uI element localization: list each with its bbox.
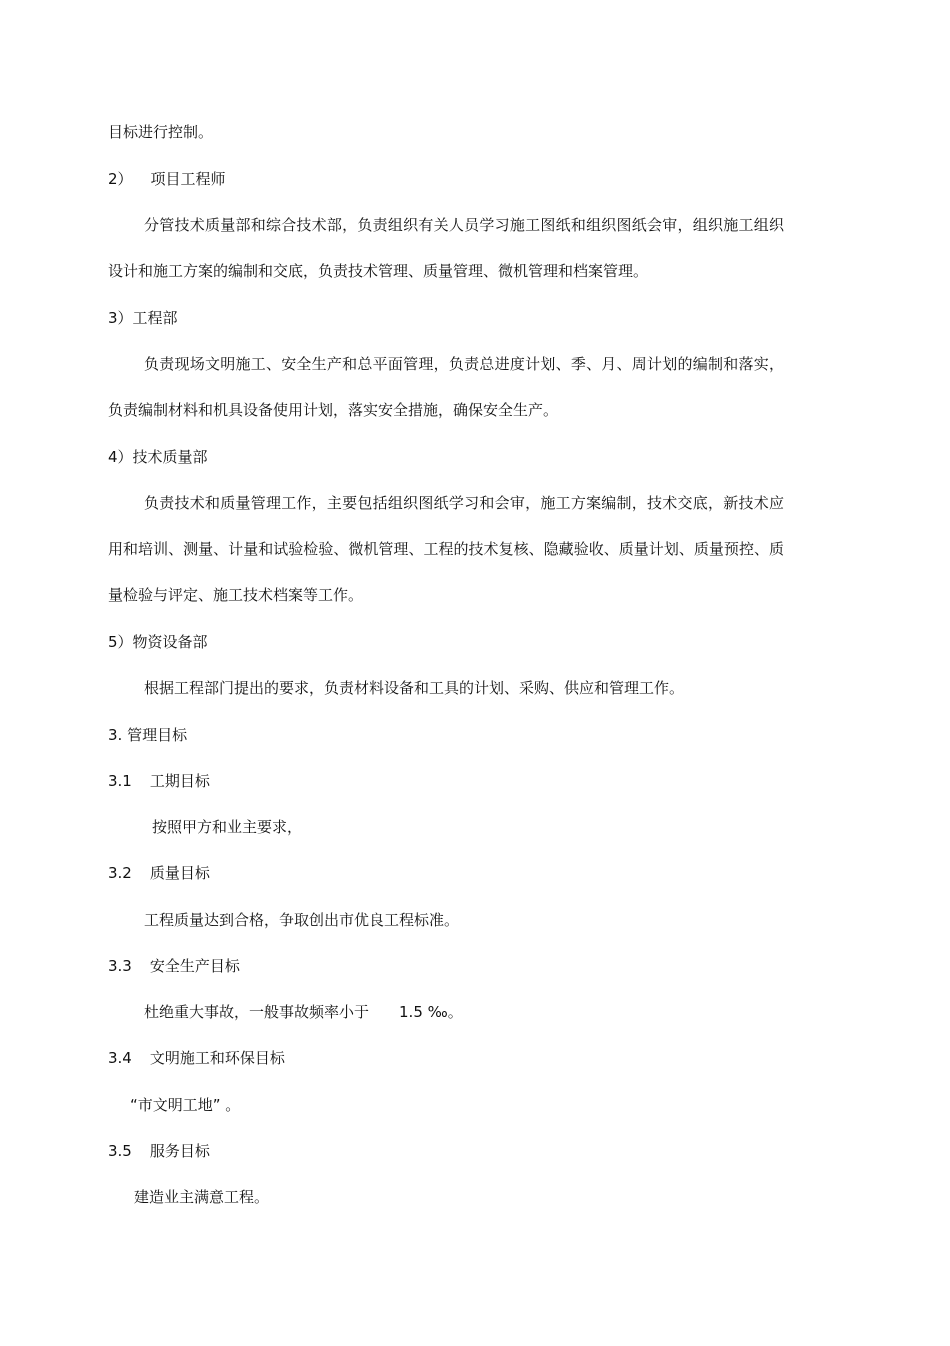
- role-number: 3）: [108, 309, 133, 327]
- goal-body-safety: [144, 1002, 824, 1022]
- goal-body-schedule: 按照甲方和业主要求，: [152, 818, 303, 836]
- role-heading-engineering-dept: [108, 308, 788, 328]
- goal-number: 3.5: [108, 1142, 132, 1160]
- role-heading-project-engineer: [108, 169, 788, 189]
- goal-number: 3.4: [108, 1049, 132, 1067]
- goal-heading-safety: [108, 956, 788, 976]
- goal-title: 质量目标: [149, 864, 210, 882]
- role-heading-tech-quality-dept: [108, 447, 788, 467]
- role-title: 项目工程师: [150, 170, 226, 188]
- role-number: 5）: [108, 633, 133, 651]
- role-heading-materials-dept: [108, 632, 788, 652]
- goal-number: 3.1: [108, 772, 132, 790]
- role-number: 4）: [108, 448, 133, 466]
- goal-title: 文明施工和环保目标: [149, 1049, 285, 1067]
- section-title: 3. 管理目标: [108, 726, 188, 744]
- role-title: 物资设备部: [132, 633, 208, 651]
- role-title: 技术质量部: [132, 448, 208, 466]
- continuation-text: 目标进行控制。: [108, 123, 214, 141]
- role-body-project-engineer: 分管技术质量部和综合技术部，负责组织有关人员学习施工图纸和组织图纸会审，组织施工组织设计和施工方案的编制和交底，负责技术管理、质量管理、微机管理和档案管理。: [108, 216, 784, 280]
- role-body-tech-quality-dept: 负责技术和质量管理工作，主要包括组织图纸学习和会审，施工方案编制，技术交底，新技术应用和培训、测量、计量和试验检验、微机管理、工程的技术复核、隐藏验收、质量计划、质量预控、质量检验与评定、施工技术档案等工作。: [108, 494, 784, 604]
- role-title: 工程部: [132, 309, 178, 327]
- goal-heading-schedule: [108, 771, 788, 791]
- goal-number: 3.2: [108, 864, 132, 882]
- goal-heading-civilized: [108, 1048, 788, 1068]
- goal-title: 工期目标: [149, 772, 210, 790]
- goal-number: 3.3: [108, 957, 132, 975]
- goal-title: 安全生产目标: [149, 957, 240, 975]
- accident-rate-value: 1.5 ‰。: [399, 1003, 463, 1021]
- role-body-materials-dept: 根据工程部门提出的要求，负责材料设备和工具的计划、采购、供应和管理工作。: [144, 679, 685, 697]
- goal-body-civilized: “市文明工地” 。: [130, 1096, 241, 1114]
- goal-heading-quality: [108, 863, 788, 883]
- role-number: 2）: [108, 170, 133, 188]
- goal-body-service: 建造业主满意工程。: [134, 1188, 270, 1206]
- goal-body-quality: 工程质量达到合格，争取创出市优良工程标准。: [144, 911, 460, 929]
- goal-title: 服务目标: [149, 1142, 210, 1160]
- goal-body-text: 杜绝重大事故，一般事故频率小于: [144, 1003, 370, 1021]
- role-body-engineering-dept: 负责现场文明施工、安全生产和总平面管理，负责总进度计划、季、月、周计划的编制和落实，负责编制材料和机具设备使用计划，落实安全措施，确保安全生产。: [108, 355, 784, 419]
- goal-heading-service: [108, 1141, 788, 1161]
